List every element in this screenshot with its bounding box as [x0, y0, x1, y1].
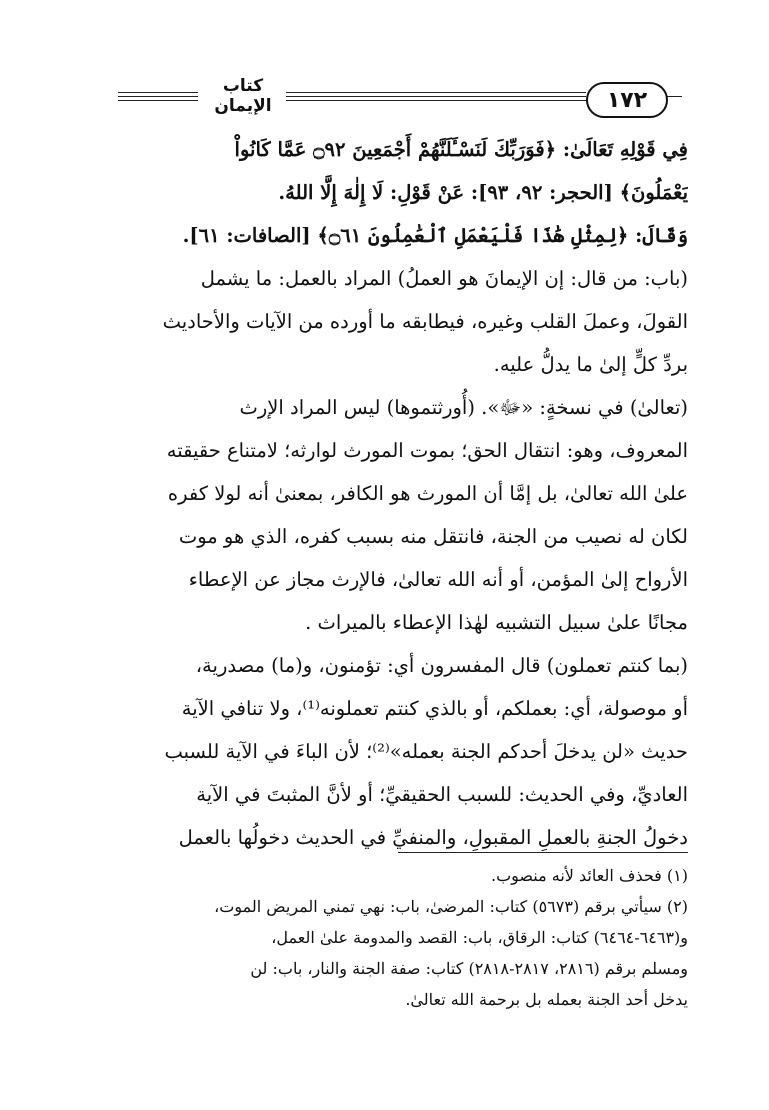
- header-rule: [286, 92, 586, 93]
- text-line: العاديِّ، وفي الحديث: للسبب الحقيقيِّ؛ أو لأنَّ المثبتَ في الآية: [196, 783, 688, 806]
- page-number: ١٧٢: [606, 87, 648, 113]
- text-line: بردِّ كلٍّ إلىٰ ما يدلُّ عليه.: [493, 353, 688, 376]
- header-rule: [118, 96, 198, 97]
- text-line: أو موصولة، أي: بعملكم، أو بالذي كنتم تعملونه⁽¹⁾، ولا تنافي الآية: [181, 697, 688, 720]
- footnote-line: (١) فحذف العائد لأنه منصوب.: [491, 866, 688, 885]
- text-line: القولَ، وعملَ القلب وغيره، فيطابقه ما أورده من الآيات والأحاديث: [162, 310, 688, 333]
- text-line: يَعْمَلُونَ﴾ [الحجر: ٩٢، ٩٣]: عَنْ قَوْلِ: لَا إِلٰهَ إِلَّا اللهُ.: [278, 181, 688, 204]
- header-rule: [666, 96, 682, 97]
- page-number-frame: [586, 82, 668, 118]
- text-line: وَقَالَ: ﴿لِمِثْلِ هَٰذَا فَلْيَعْمَلِ ٱلْعَٰمِلُونَ ۝٦١﴾ [الصافات: ٦١].: [182, 224, 688, 247]
- text-line: فِي قَوْلِهِ تَعَالَىٰ: ﴿فَوَرَبِّكَ لَنَسْـَٔلَنَّهُمْ أَجْمَعِينَ ۝٩٢ عَمَّا كَانُواْ: [234, 138, 688, 161]
- footnote-line: يدخل أحد الجنة بعمله بل برحمة الله تعالىٰ.: [405, 990, 688, 1009]
- text-line: المعروف، وهو: انتقال الحق؛ بموت المورث لوارثه؛ لامتناع حقيقته: [166, 439, 688, 462]
- header-rule: [286, 100, 586, 101]
- text-line: (بما كنتم تعملون) قال المفسرون أي: تؤمنون، و(ما) مصدرية،: [195, 654, 688, 677]
- header-rule: [118, 92, 198, 93]
- main-text: [100, 128, 688, 859]
- text-line: حديث «لن يدخلَ أحدكم الجنة بعمله»⁽²⁾؛ لأن الباءَ في الآية للسبب: [164, 740, 688, 763]
- text-line: دخولُ الجنةِ بالعملِ المقبولِ، والمنفيِّ في الحديث دخولُها بالعمل: [178, 826, 688, 849]
- text-line: لكان له نصيب من الجنة، فانتقل منه بسبب كفره، الذي هو موت: [178, 525, 688, 548]
- text-line: علىٰ الله تعالىٰ، بل إمَّا أن المورث هو الكافر، بمعنىٰ أنه لولا كفره: [167, 482, 688, 505]
- footnote-line: (٢) سيأتي برقم (٥٦٧٣) كتاب: المرضىٰ، باب: نهي تمني المريض الموت،: [214, 897, 688, 916]
- text-line: (باب: من قال: إن الإيمانَ هو العملُ) المراد بالعمل: ما يشمل: [200, 267, 688, 290]
- footnotes: [100, 860, 688, 1015]
- running-title: كتاب الإيمان: [214, 76, 272, 116]
- text-line: (تعالىٰ) في نسخةٍ: «ﷻ». (أُورثتموها) ليس المراد الإرث: [239, 396, 688, 419]
- footnote-separator: [398, 852, 688, 853]
- text-line: مجانًا علىٰ سبيل التشبيه لهٰذا الإعطاء بالميراث .: [305, 611, 688, 634]
- page-header: [98, 74, 680, 126]
- footnote-line: و(٦٤٦٣-٦٤٦٤) كتاب: الرقاق، باب: القصد والمدومة علىٰ العمل،: [271, 928, 688, 947]
- footnote-line: ومسلم برقم (٢٨١٦، ٢٨١٧-٢٨١٨) كتاب: صفة الجنة والنار، باب: لن: [250, 959, 688, 978]
- header-rule: [286, 96, 586, 97]
- header-rule: [118, 100, 198, 101]
- text-line: الأرواح إلىٰ المؤمن، أو أنه الله تعالىٰ، فالإرث مجاز عن الإعطاء: [188, 568, 688, 591]
